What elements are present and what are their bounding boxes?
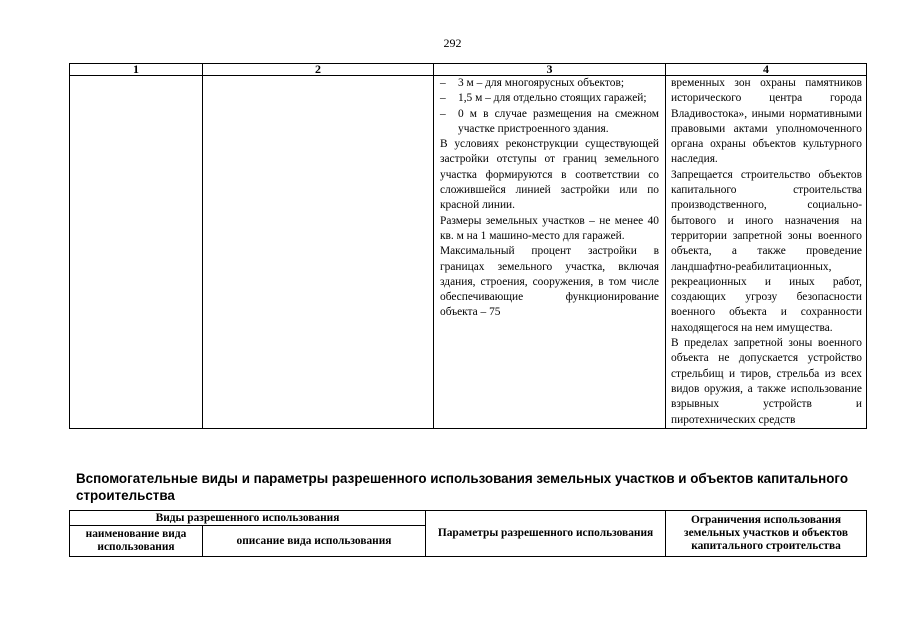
permitted-use-table — [69, 510, 867, 557]
types-header: Виды разрешенного использования — [70, 511, 426, 526]
max-coverage-paragraph: Максимальный процент застройки в границах земельного участка, включая здания, строения, сооружения, в том числе обеспечивающие функционирование объекта – 75 — [440, 245, 659, 319]
parameters-header: Параметры разрешенного использования — [426, 511, 666, 557]
table-header-row — [70, 64, 867, 76]
main-table — [69, 63, 867, 429]
column-header-2: 2 — [203, 64, 434, 76]
cell-col-2 — [203, 76, 434, 429]
setback-bullet-3: – 0 м в случае размещения на смежном участке пристроенного здания. — [440, 107, 659, 138]
plot-size-paragraph: Размеры земельных участков – не менее 40 кв. м на 1 машино-место для гаражей. — [440, 214, 659, 242]
restrictions-header: Ограничения использования земельных участков и объектов капитального строительства — [666, 511, 867, 557]
cell-col-1 — [70, 76, 203, 429]
page-number: 292 — [443, 36, 462, 50]
column-header-4: 4 — [666, 64, 867, 76]
name-header: наименование вида использования — [70, 526, 203, 557]
construction-ban-paragraph: Запрещается строительство объектов капитального строительства производственного, социально-бытового и иного назначения на территории запретной зоны военного объекта, а также проведение ландшафтно-реабилитационных, рекреационных и иных работ, создающих угрозу безопасности военного объекта и сохранности находящегося на нем имущества. — [671, 168, 862, 334]
setback-bullet-1: – 3 м – для многоярусных объектов; — [440, 76, 659, 91]
table-row — [70, 76, 867, 429]
setback-bullet-2: – 1,5 м – для отдельно стоящих гаражей; — [440, 91, 659, 106]
cell-col-4 — [666, 76, 867, 429]
column-header-1: 1 — [70, 64, 203, 76]
section-heading: Вспомогательные виды и параметры разрешенного использования земельных участков и объектов капитального строительства — [76, 471, 848, 503]
column-header-3: 3 — [434, 64, 666, 76]
cell-col-3 — [434, 76, 666, 429]
shooting-ban-paragraph: В пределах запретной зоны военного объекта не допускается устройство стрельбищ и тиров, стрельба из всех видов оружия, а также использование взрывных устройств и пиротехнических средств — [671, 337, 862, 426]
description-header: описание вида использования — [203, 526, 426, 557]
reconstruction-paragraph: В условиях реконструкции существующей застройки отступы от границ земельного участка формируются в соответствии со сложившейся линией застройки или по красной линии. — [440, 138, 659, 212]
heritage-paragraph: временных зон охраны памятников исторического центра города Владивостока», иными нормативными правовыми актами уполномоченного органа охраны объектов культурного наследия. — [671, 77, 862, 166]
